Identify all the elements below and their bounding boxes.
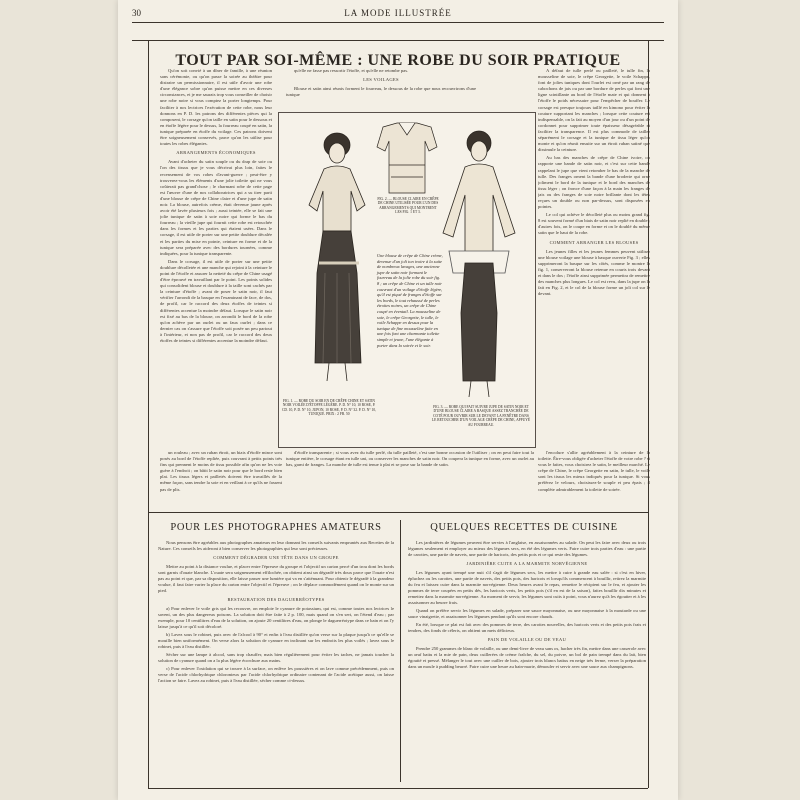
- cuisine-section-title: QUELQUES RECETTES DE CUISINE: [430, 522, 618, 533]
- frame-bottom-rule: [148, 788, 648, 789]
- frame-left-rule: [148, 40, 149, 788]
- figure-description: Une blouse de crêpe de Chine crème, devenue d'un joli ton ivoire à la suite de nombreux lavages, une ancienne jupe de satin noir formant le fourreau de la jolie robe du soir fig. 8 ; un crêpe de Chine et un tulle noir couvrant d'un voilage d'étoffe légère, qu'il est piqué de franges d'étoffe sur les bords, le tout rehaussé de perles étroites noires, un crêpe de Chine coupé en éventail. La mousseline de soie, le crêpe Georgette, le tulle, le voile Schappe en dessus pour la tunique de fine mousseline faite en une fois font une charmante toilette simple et jeune, l'une élégante à porter dans la soirée et le soir.: [377, 253, 443, 348]
- paragraph: Sécher sur une lampe à alcool, sans trop chauffer, mais bien régulièrement pour éviter les taches, ne jamais toucher la solution de cyanure quand on a la plus légère écorchure aux mains.: [158, 652, 394, 663]
- header-rule: [132, 22, 664, 23]
- paragraph: Dans le corsage, il est utile de porter sur une petite doublure décolletée et une manche qui rejoint à la ceinture le point de l'étoffe et assurer la netteté du crêpe de Chine usagé d'être éprouvé en travaillant par le point. Les points solides qui consolident blouse et doublure à la taille sont cachés par la ceinture d'étoffe ; avant de poser le satin noir, il faut vérifier l'arrondi de la basque en l'examinant de face, de dos, de profil, car le raccord des deux étoffes de teintes si différentes accentue la moindre défaut. Lorsque le satin noir est fixé au bas de la blouse, on arrondit le bord de la robe qu'on achève par un ourlet ou un faux ourlet ; dans ce dernier cas on s'assure que l'étoffe soit posée un peu partout à l'intérieur, et non pas de profil, car le raccord des deux étoffes de teintes si différentes accentue la moindre défaut.: [160, 258, 272, 344]
- subheading: PAIN DE VOLAILLE OU DE VEAU: [487, 637, 567, 642]
- paragraph: Avant d'acheter du satin souple ou du drap de soie ou l'on des tissus que je vous décrivai plus loin, faites le recensement de vos robes d'avant-guerre ; peut-être y trouverez-vous les éléments d'une jolie toilette qui ne vous coûterait pas grand'chose ; le charmant robe de cette page est l'œuvre d'une de nos collaboratrices qui a su tirer parti d'une blouse de crêpe de Chine claire et d'une jupe de satin noir. La blouse, autrefois crème, était devenue jaune après avoir été lavée plusieurs fois ; aussi teintée, elle se fait une jolie tunique de satin à soie noire qui forme le bas du fourreau ; la vieille jupe qui fournit cette robe est retouchée dans les formes et les parties qui étaient usées. Dans le corsage, il est utile de porter sur une petite doublure décalée et les parties du mise en pointe, ceinture en forme et de la tunique sera préparée avec des bordures tournées, comme indiquées, pour la tunique transparente.: [160, 159, 272, 256]
- paragraph: d'étoffe transparente ; si vous avez du tulle perlé, du tulle pailleté, c'est une bonne occasion de l'utiliser ; on en peut faire tout la tunique entière, le corsage étant en tulle uni, ou conserver les manches de satin noir. On coupera la tunique en forme, avec un ourlet au bas, garni de franges. La manche de tulle est tenue à plat et se pose sur la bande de satin.: [286, 450, 534, 468]
- subheading: COMMENT ARRANGER LES BLOUSES: [549, 239, 639, 245]
- paragraph: Quand on préfère servir les légumes en salade, préparer une sauce mayonnaise, ou une mayonnaise à la moutarde ou une sauce vinaigrette, et assaisonner les légumes pendant qu'ils sont encore chauds.: [408, 608, 646, 619]
- paragraph: Les jeunes filles et les jeunes femmes peuvent utiliser une blouse voilage une blouse à basque ouverte Fig. 3 ; elles supprimeront la basque sur les côtés, comme le montre la fig. 1, conserveront la blouse retenue en courts trois devant et dans le dos ; l'étoffe ainsi supprimée permettra de remettre des manches plus longues. Le col est revu, dans la jupe on la fait en Fig. 2, et le col de la blouse forme un joli col sur le devant.: [538, 248, 650, 297]
- paragraph: Les légumes ayant trempé une nuit s'il s'agit de légumes secs, les mettre à cuire à grande eau salée : si c'est en hiver, épluchez ou les carottes, une partie de navets, des petits pois, des haricots et lorsqu'ils commencent à bouillir, retirez la marmite du feu et laissez cuire dans la marmite norvégienne. Deux heures avant le repas, remettre le récipient sur le feu, et ajouter les pommes de terre coupées en petits dés, les haricots verts, les petits pois (s'il en est de la saison), faites bouillir dix minutes et remettez dans la marmite norvégienne. Au moment de servir, les légumes sont cuits à point, vous n'aurez qu'à les égoutter et à les assaisonner au beurre frais.: [408, 570, 646, 605]
- article-title: TOUT PAR SOI-MÊME : UNE ROBE DU SOIR PRATIQUE: [175, 52, 621, 69]
- section-divider: [400, 520, 401, 782]
- paragraph: c) Pour enlever l'oxidation qui se trouve à la surface, on enlève les poussières et on lave comme précédemment, puis on verse de l'acide chlorhydrique chloronieux par l'acide chlorhydrique ordinaire contenant de l'acide acétique aussi, on laisse l'action se faire. Lavez au robinet, puis à l'eau distillée, sécher comme ci-dessus.: [158, 666, 394, 683]
- photo-article: [158, 540, 394, 782]
- paragraph: Nous pensons être agréables aux photographes amateurs en leur donnant les conseils suivants empruntés aux Recettes de la Nature. Ces conseils les aideront à bien conserver les photographies qui leur sont précieuses.: [158, 540, 394, 551]
- subheading: JARDINIÈRE CUITE A LA MARMITE NORVÉGIENNE: [466, 561, 588, 566]
- subheading: LES VOILAGES: [363, 77, 399, 83]
- figure-1-caption: FIG. 1. — ROBE DU SOIR EN DE CRÊPE CHINE ET SATIN NOIR VOILÉE D'ÉTOFFE LÉGÈRE. P. D. N° 10, 10 ROSE, P. CD. 10, P. D. N° 10, JUPON, 10 ROSE, P. D. N° 32. P. D. N° 10, TUNIQUE. PRIX : 2 FR. 50: [281, 399, 377, 417]
- page-number: 30: [132, 8, 141, 18]
- article-column-3-bottom: [538, 450, 650, 508]
- cuisine-article: [408, 540, 646, 782]
- figure-2-blouse-illustration: [377, 123, 437, 193]
- paragraph: Blouse et satin ainsi réunis forment le fourreau, le dessous de la robe que nous recouvrirons d'une tunique: [286, 86, 476, 98]
- figure-2-caption: FIG. 2. — BLOUSE CLAIRE EN CRÊPE DE CHINE UTILISÉE POUR L'UN DES ARRANGEMENTS QUI MONTRENT LES FIG. 1 ET 3.: [377, 197, 439, 215]
- figure-3-dress-illustration: [443, 131, 515, 397]
- paragraph: Le col qui achève le décolleté plus ou moins grand fig. 8 est souvent formé d'un biais de satin noir replié en double ; d'autres fois, on le coupe en forme et on le doublé du même satin que le haut de la robe.: [538, 212, 650, 236]
- paragraph: l'encolure s'allie agréablement à la ceinture de la toilette. Être-vous obligée d'acheter l'étoffe de votre robe ? si vous le faites, vous choisirez le satin, le meilleur marché. Le crêpe de Chine, le crêpe Georgette en satin, le tulle, le voile sont les tissus les mieux indiqués pour la tunique. Si vous préférez le velours, choisissez-le souple et peu épais ; il complète admirablement la toilette de soirée.: [538, 450, 650, 492]
- magazine-page: [118, 0, 678, 800]
- subheading: COMMENT DÉGRADER UNE TÊTE DANS UN GROUPE: [213, 555, 339, 560]
- paragraph: a) Pour enlever le voile gris qui les recouvre, on emploie le cyanure de potassium, qui est, comme toutes nos lectrices le savent, un des plus dangereux poisons. La solution doit être faite à 2 p. 100, mais quand on s'en sert, on l'étend d'eau ; par exemple, pour 10 centilitres d'eau de la solution, on ajoute 20 centilitres d'eau, on plonge le daguerréotype dans ce bain et on l'y laisse jusqu'à ce qu'il soit décoloré.: [158, 606, 394, 629]
- paragraph: A défaut de tulle perlé ou pailleté, le tulle fin, la mousseline de soie, le crêpe Georgette, le voile Schappe, font de jolies tuniques dont l'ourlet est orné par un rang de cabochons de jais ou par une bordure de perles qui font une ligne scintillante au bord de l'étoffe mate et qui donnent à l'étoffe le poids nécessaire pour l'empêcher de bouffer. Le corsage est presque toujours taillé en kimono pour éviter la couture supportant les manches ; lorsque cette couture est indispensable, on la fait au moyen d'un jour ou d'un point de cordonnet pour supprimer toute épaisseur désagréable et faciliter la transparence. Il est plus commode de tailler séparément le corsage et la tunique de tissu léger qu'on monte et qu'on réunit ensuite sur un étroit ruban satiné que dissimule la ceinture.: [538, 68, 650, 153]
- paragraph: Les jardinières de légumes peuvent être servies à l'anglaise, en assaisonnées au salade. On peut les faire avec deux ou trois légumes seulement et employer au mieux des légumes secs, en été des légumes verts. Faire cuire trois parties d'eau : une partie de carottes, une partie de navets, une partie de haricots, des petits pois et ce qui reste des légumes.: [408, 540, 646, 557]
- fashion-plate: [278, 112, 536, 448]
- frame-top-rule: [132, 40, 664, 41]
- paragraph: un rouleau ; avec un ruban étroit, un biais d'étoffe mince sont posés au bord de l'étoffe repliée, puis couvrant à petits points très fins qui prennent le moins de tissu possible afin qu'on ne les voie guère à l'endroit ; on bâtit le satin noir pour que le bord reste bien plat. Les tissus légers et pailletés doivent être travaillés de la même façon, sans tendre la soie et en veillant à ce qu'ils ne fassent pas de plis.: [160, 450, 282, 492]
- paragraph: Mettre au point à la distance voulue, et placer entre l'épreuve du groupe et l'objectif un carton percé d'un trou dont les bords sont garnis d'ouate blanche. L'ouate sera soigneusement effilochée, on obtient ainsi un dégradé très doux parce que l'ouate n'est pas au point et que, par sa disposition, elle laisse passer une lumière qui va en s'atténuant. Pour obtenir le dégradé à la grandeur voulue, il faut faire varier la place du carton entre l'objectif et l'épreuve ; on le déplace commodément quand on le monte sur un pied.: [158, 564, 394, 593]
- paragraph: b) Lavez sous le robinet, puis avec de l'alcool à 90° et enfin à l'eau distillée qu'on verse sur la plaque jusqu'à ce qu'elle se mouille bien uniformément. On verse alors la solution de cyanure en inclinant sur les endroits les plus voilés ; lavez sous le robinet, puis à l'eau distillée.: [158, 632, 394, 649]
- paragraph: Qu'on soit convié à un dîner de famille, à une réunion sans cérémonie, ou qu'on passe la soirée au théâtre pour distraire un permissionnaire, il est utile d'avoir une robe d'une élégance sobre qu'on puisse mettre en ces diverses circonstances, et je me saurais trop vous conseiller de choisir une robe noire si vous comptez la porter longtemps. Pour faciliter à nos lectrices l'exécution de cette robe, nous leur donnons en P. D. les patrons des différentes pièces qui la composent, le corsage qu'on taille en satin pour le dessous et en étoffe légère pour le dessus, la fourreau coupé en satin, la tunique préparée en étoffe du voilage. Ces patrons doivent être soigneusement conservés, parce qu'on les utilise pour toutes les robes élégantes.: [160, 68, 272, 147]
- photo-section-title: POUR LES PHOTOGRAPHES AMATEURS: [170, 522, 382, 533]
- article-column-3: [538, 68, 650, 448]
- figure-3-caption: FIG. 3. — ROBE QUI FAIT SUIVRE JUPE DE SATIN NOIR ET D'UNE BLOUSE CLAIRE A BASQUE ASSEZ TRANCHÉE DE COTÉ POUR OUVRIR SUR LE DEVANT LA FENÊTRE DANS LE RETOUCHER D'UN VOILAGE CRÉPE DE CHINE, APPUYÉ AU FOURREAU.: [431, 405, 531, 427]
- frame-right-rule: [648, 40, 649, 788]
- article-column-1-bottom: [160, 450, 282, 508]
- paragraph: Au bas des manches de crêpe de Chine ivoire, on rapporte une bande de satin noir, et c'est sur cette bande rappelant le jupe que vient retomber le bas de la manche de tulle. Des franges ornent la bande d'une broderie qui orne joliment le bord de la tunique et le bord des manches de tissu léger ; on fronce d'une façon à la main les franges de jais ou des franges de soie noire brillante dont les têtes reçues un double ou non par-dessus, sont disposées en pointes.: [538, 155, 650, 210]
- paragraph: Prendre 250 grammes de blanc de volaille, ou une demi-livre de veau sans os, hacher très fin, mettre dans une casserole avec un œuf battu et la mie de pain, deux cuillerées de crème fraîche, du sel, du poivre, un bol de pain trempé dans du lait, bien égoutté et pressé. Mélanger le tout avec une cuiller de bois, ajouter trois blancs battus en neige très ferme, verser la préparation dans un moule à pudding beurré. Faire cuire une heure au bain-marie, démouler et servir avec une sauce aux champignons.: [408, 646, 646, 669]
- subheading: ARRANGEMENTS ÉCONOMIQUES: [176, 150, 256, 156]
- paragraph: En été, lorsque ce plat est fait avec des pommes de terre, des carottes nouvelles, des haricots verts et des petits pois frais et tendres, des fonds de céleris, on obtient un mets délicieux.: [408, 622, 646, 633]
- article-column-2-bottom: [286, 450, 534, 508]
- figure-1-dress-illustration: [309, 133, 365, 381]
- section-rule: [148, 512, 648, 513]
- article-column-2-top: [286, 68, 476, 110]
- paragraph: qu'elle ne fasse pas ressortir l'étoffe, et qu'elle ne retombe pas.: [294, 68, 409, 73]
- article-column-1: [160, 68, 272, 500]
- subheading: RESTAURATION DES DAGUERRÉOTYPES: [227, 597, 325, 602]
- magazine-name: LA MODE ILLUSTRÉE: [344, 8, 452, 18]
- running-header: [132, 8, 664, 22]
